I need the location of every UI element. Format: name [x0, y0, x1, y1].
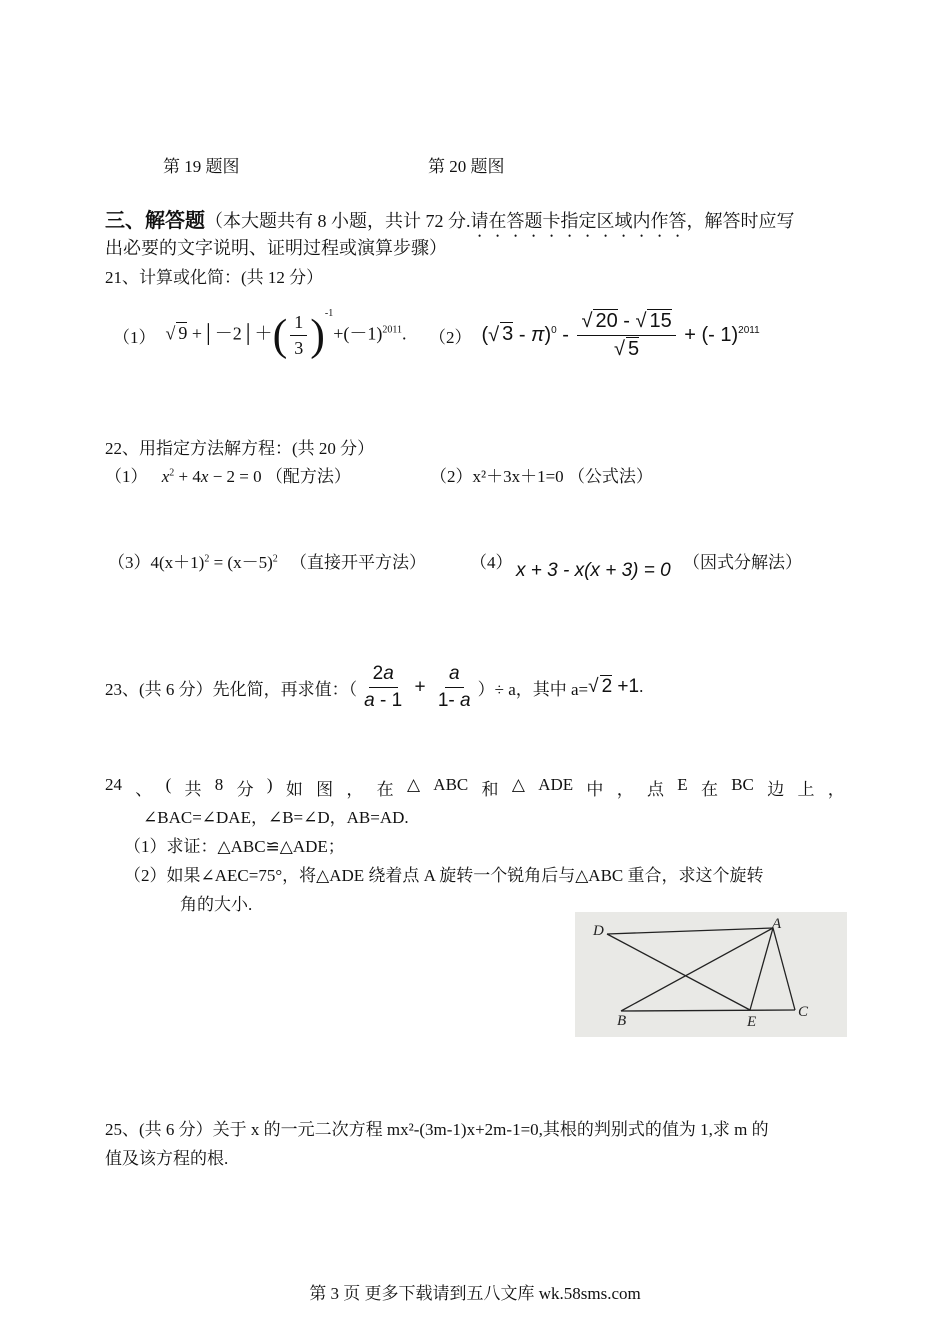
q22-p1-label: （1） — [105, 467, 148, 486]
section-3-desc-line2: 出必要的文字说明、证明过程或演算步骤） — [105, 238, 447, 258]
q24-header-part: 在 — [700, 780, 718, 799]
q24-sub2: （2）如果∠AEC=75°，将△ADE 绕着点 A 旋转一个锐角后与△ABC 重合，求这个旋转 — [124, 866, 764, 885]
q24-header-part: 如 — [285, 780, 303, 799]
q22-p1-method: （配方法） — [265, 467, 351, 486]
segment-DA — [607, 928, 773, 934]
page-footer: 第 3 页 更多下载请到五八文库 wk.58sms.com — [309, 1284, 641, 1303]
q24-header-part: 边 — [767, 780, 785, 799]
q24-header-part: ， — [827, 780, 845, 799]
q24-header-part: 点 — [646, 780, 664, 799]
q22-part2 — [430, 462, 653, 487]
q24-figure — [575, 912, 847, 1037]
q22-p1-equation: $x^2 + 4x - 2 = 0$ — [161, 467, 262, 486]
q21-part2 — [429, 300, 760, 370]
section-3-desc-before: （本大题共有 8 小题，共计 72 分. — [205, 211, 471, 231]
q24-header-part: 上 — [797, 780, 815, 799]
q22-p3-eq-a: 4(x＋1) — [150, 553, 205, 572]
q22-p3-label: （3） — [108, 553, 151, 572]
segment-DE — [607, 934, 750, 1010]
q21-p2-expression: (√ 3 - π)$^0$ - $\frac{√ 20 - √ 15}{√ 5}$ + (- 1)$^{2011}$ — [481, 309, 760, 360]
q24-sub2-cont: 角的大小. — [180, 895, 253, 914]
segment-BC — [621, 1010, 795, 1011]
q22-p3-eq-b: = (x－5) — [209, 553, 273, 572]
q22-p4-label: （4） — [470, 553, 513, 572]
q24-header-part: ， — [346, 780, 364, 799]
q23-prefix: 23、(共 6 分）先化简，再求值：（ — [105, 679, 358, 699]
q24-header-part: 和 — [481, 780, 499, 799]
q24-header — [105, 775, 845, 800]
q21-p2-exp: 2011 — [738, 324, 760, 336]
section-3-title: 三、解答题 — [105, 210, 205, 232]
segment-AB — [621, 928, 773, 1011]
q24-header-part: ) — [266, 775, 273, 794]
q24-sub1: （1）求证：△ABC≌△ADE； — [124, 837, 345, 856]
label-B: B — [617, 1013, 627, 1029]
label-D: D — [593, 923, 604, 939]
q22-part1 — [105, 462, 351, 487]
section-3-desc-dotted: 请在答题卡指定区域内作答 — [470, 211, 687, 231]
q22-part3: $(3)4(x+1)^2 = (x-5)^2$ （直接开平方法） — [108, 553, 426, 572]
q22-p2-equation: x²＋3x＋1=0 — [472, 467, 564, 486]
q23: 23、(共 6 分）先化简，再求值：（ $\frac{2a}{a - 1}$ + $\frac{a}{1- a}$ ）÷ a，其中 a= √ 2 +1 . — [105, 662, 644, 711]
q24-header-part: ( — [165, 775, 172, 794]
figure-20-caption: 第 20 题图 — [428, 157, 505, 176]
figure-19-caption: 第 19 题图 — [163, 157, 240, 176]
q21-title: 21、计算或化简：(共 12 分） — [105, 268, 324, 287]
q21-part1 — [113, 300, 407, 370]
segment-AC — [773, 928, 795, 1010]
q24-header-part: 共 — [184, 780, 202, 799]
q23-suffix: ）÷ a，其中 a= — [477, 679, 589, 699]
q24-header-part: ， — [616, 780, 634, 799]
q25-line1: 25、(共 6 分）关于 x 的一元二次方程 mx²-(3m-1)x+2m-1=0,其根的判别式的值为 1,求 m 的 — [105, 1120, 769, 1139]
q22-title: 22、用指定方法解方程：(共 20 分） — [105, 439, 375, 458]
q24-header-part: BC — [731, 775, 754, 794]
q24-header-part: 分 — [236, 780, 254, 799]
q21-p2-label: （2） — [429, 327, 472, 347]
label-E: E — [747, 1014, 757, 1030]
section-3-desc-after: ，解答时应写 — [686, 211, 795, 231]
q24-header-part: △ — [511, 775, 525, 794]
q24-header-part: △ — [406, 775, 421, 794]
label-A: A — [772, 916, 782, 932]
q22-p3-method: （直接开平方法） — [290, 553, 426, 572]
q22-p2-label: （2） — [430, 467, 473, 486]
triangle-figure — [575, 912, 847, 1037]
q22-p4-method: （因式分解法） — [683, 553, 802, 572]
q24-header-part: 在 — [376, 780, 394, 799]
q24-header-part: ADE — [538, 775, 574, 794]
q21-p1-exp: 2011 — [382, 324, 402, 336]
label-C: C — [798, 1004, 809, 1020]
q21-p1-label: （1） — [113, 327, 156, 347]
q21-p1-expression: √ 9 +│－2│＋( $\frac{1}{3}$ )$^{-1}+(-1)^{2011}$. — [165, 308, 407, 359]
q24-line2: ∠BAC=∠DAE，∠B=∠D，AB=AD. — [143, 808, 409, 827]
q24-header-part: 24 — [105, 775, 122, 794]
q22-p4-equation: x + 3 - x(x + 3) = 0 — [516, 560, 671, 581]
q24-header-part: ABC — [433, 775, 469, 794]
q24-header-part: 、 — [135, 780, 153, 799]
q24-header-part: 8 — [214, 775, 224, 794]
q24-header-part: 中 — [586, 780, 604, 799]
q25-line2: 值及该方程的根. — [105, 1149, 229, 1168]
q24-header-part: 图 — [316, 780, 334, 799]
q23-value: √ 2 +1 — [588, 676, 640, 697]
q23-expression: $\frac{2a}{a - 1}$ + $\frac{a}{1- a}$ — [364, 662, 471, 711]
segment-AE — [750, 928, 773, 1010]
q24-header-part: E — [677, 775, 688, 794]
q22-p2-method: （公式法） — [567, 467, 653, 486]
